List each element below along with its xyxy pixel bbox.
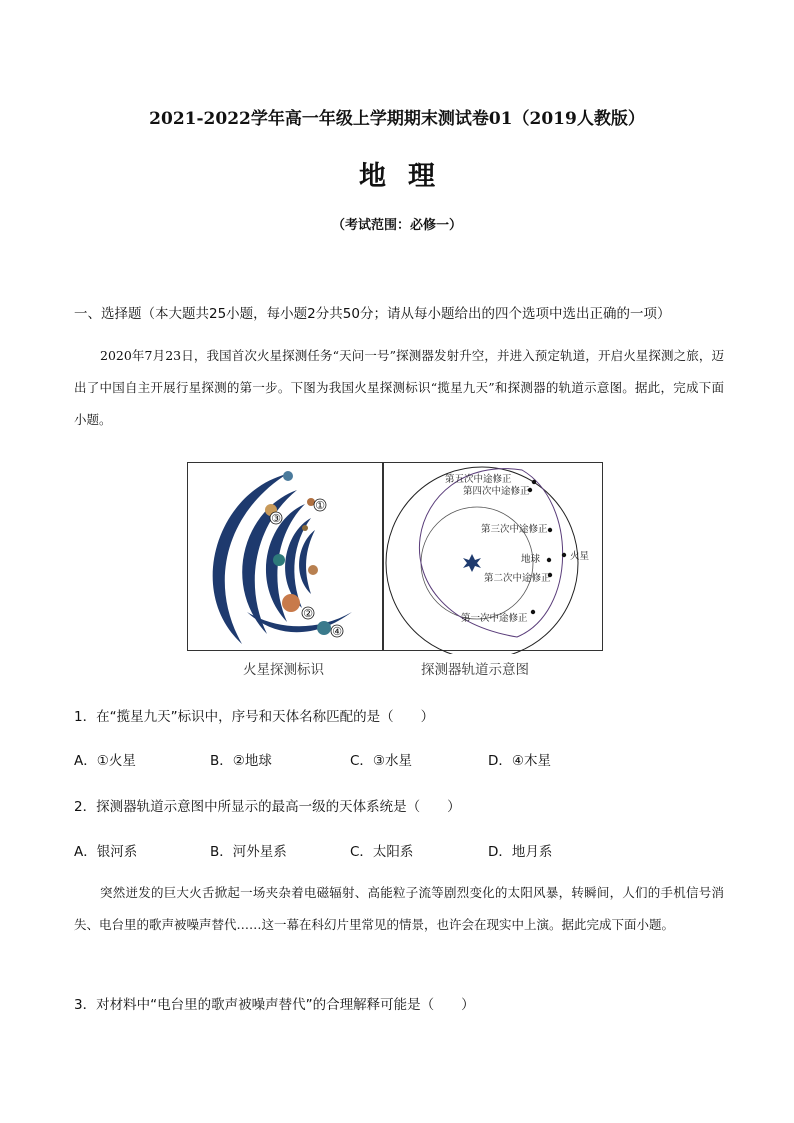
label-c3: 第三次中途修正 — [481, 524, 548, 535]
question-1-stem: 1．在“揽星九天”标识中，序号和天体名称匹配的是（ ） — [74, 709, 435, 725]
point-mars — [562, 553, 566, 557]
subject-title: 地理 — [359, 161, 457, 192]
q1-option-c[interactable]: C．③水星 — [350, 753, 413, 769]
passage-1: 2020年7月23日，我国首次火星探测任务“天问一号”探测器发射升空，并进入预定轨道，开启火星探测之旅，迈出了中国自主开展行星探测的第一步。下图为我国火星探测标识“揽星九天”和探测器的轨道示意图。据此，完成下面小题。 — [74, 348, 724, 427]
label-c5: 第五次中途修正 — [445, 474, 512, 485]
figure-svg — [187, 462, 607, 654]
label-earth: 地球 — [521, 554, 541, 565]
section-heading: 一、选择题（本大题共25小题，每小题2分共50分；请从每小题给出的四个选项中选出正确的一项） — [74, 306, 671, 322]
logo-label-2: ② — [303, 607, 313, 620]
point-earth — [547, 558, 551, 562]
q2-option-d[interactable]: D．地月系 — [488, 844, 553, 860]
point-c5 — [532, 480, 536, 484]
exam-scope: （考试范围：必修一） — [331, 218, 462, 233]
passage-2: 突然迸发的巨大火舌掀起一场夹杂着电磁辐射、高能粒子流等剧烈变化的太阳风暴，转瞬间，人们的手机信号消失、电台里的歌声被噪声替代……这一幕在科幻片里常见的情景，也许会在现实中上演。据此完成下面小题。 — [74, 885, 724, 932]
q2-option-a[interactable]: A．银河系 — [74, 844, 138, 860]
label-c2: 第二次中途修正 — [484, 573, 551, 584]
exam-title: 2021-2022学年高一年级上学期期末测试卷01（2019人教版） — [149, 109, 645, 129]
label-c4: 第四次中途修正 — [463, 486, 530, 497]
point-c3 — [548, 528, 552, 532]
logo-planet-2 — [282, 594, 300, 612]
figure — [187, 462, 607, 678]
logo-planet-teal — [273, 554, 285, 566]
logo-planet-small — [302, 525, 308, 531]
q2-option-c[interactable]: C．太阳系 — [350, 844, 414, 860]
label-mars: 火星 — [570, 551, 590, 562]
logo-label-4: ④ — [332, 625, 342, 638]
question-3-stem: 3．对材料中“电台里的歌声被噪声替代”的合理解释可能是（ ） — [74, 997, 475, 1013]
logo-planet-top — [283, 471, 293, 481]
question-2-stem: 2．探测器轨道示意图中所显示的最高一级的天体系统是（ ） — [74, 799, 461, 815]
caption-logo: 火星探测标识 — [243, 662, 324, 678]
logo-label-1: ① — [315, 499, 325, 512]
q1-option-b[interactable]: B．②地球 — [210, 753, 272, 769]
logo-label-3: ③ — [271, 512, 281, 525]
caption-orbit: 探测器轨道示意图 — [421, 662, 529, 678]
logo-planet-mid — [308, 565, 318, 575]
q2-option-b[interactable]: B．河外星系 — [210, 844, 287, 860]
q1-option-a[interactable]: A．①火星 — [74, 753, 136, 769]
q1-option-d[interactable]: D．④木星 — [488, 753, 551, 769]
label-c1: 第一次中途修正 — [461, 613, 528, 624]
point-c1 — [531, 610, 535, 614]
logo-planet-4 — [317, 621, 331, 635]
